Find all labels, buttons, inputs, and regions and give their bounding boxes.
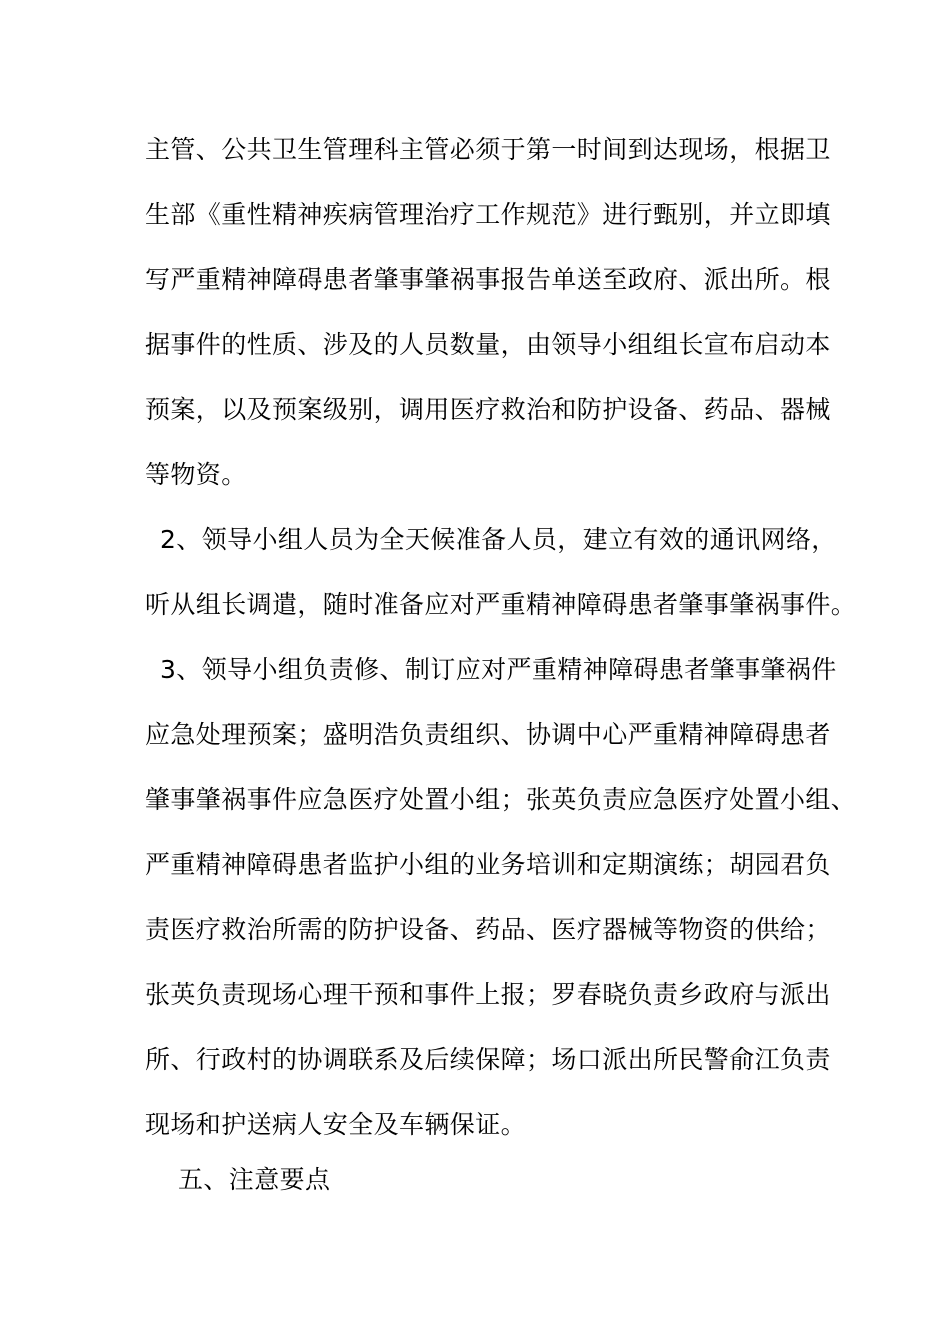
paragraph-line: 肇事肇祸事件应急医疗处置小组；张英负责应急医疗处置小组、 (145, 785, 857, 814)
paragraph-line: 应急处理预案；盛明浩负责组织、协调中心严重精神障碍患者 (145, 720, 831, 749)
paragraph-line: 写严重精神障碍患者肇事肇祸事报告单送至政府、派出所。根 (145, 265, 831, 294)
list-item-3-line: 3、领导小组负责修、制订应对严重精神障碍患者肇事肇祸件 (160, 655, 837, 684)
section-heading: 五、注意要点 (178, 1165, 331, 1194)
paragraph-line: 预案，以及预案级别，调用医疗救治和防护设备、药品、器械 (145, 395, 831, 424)
paragraph-line: 现场和护送病人安全及车辆保证。 (145, 1110, 527, 1139)
paragraph-line: 主管、公共卫生管理科主管必须于第一时间到达现场，根据卫 (145, 135, 831, 164)
paragraph-line: 生部《重性精神疾病管理治疗工作规范》进行甄别，并立即填 (145, 200, 831, 229)
paragraph-line: 等物资。 (145, 460, 247, 489)
paragraph-line: 严重精神障碍患者监护小组的业务培训和定期演练；胡园君负 (145, 850, 831, 879)
paragraph-line: 听从组长调遣，随时准备应对严重精神障碍患者肇事肇祸事件。 (145, 590, 857, 619)
paragraph-line: 据事件的性质、涉及的人员数量，由领导小组组长宣布启动本 (145, 330, 831, 359)
list-item-2-line: 2、领导小组人员为全天候准备人员，建立有效的通讯网络， (160, 525, 837, 554)
paragraph-line: 张英负责现场心理干预和事件上报；罗春晓负责乡政府与派出 (145, 980, 831, 1009)
paragraph-line: 责医疗救治所需的防护设备、药品、医疗器械等物资的供给； (145, 915, 831, 944)
paragraph-line: 所、行政村的协调联系及后续保障；场口派出所民警俞江负责 (145, 1045, 831, 1074)
